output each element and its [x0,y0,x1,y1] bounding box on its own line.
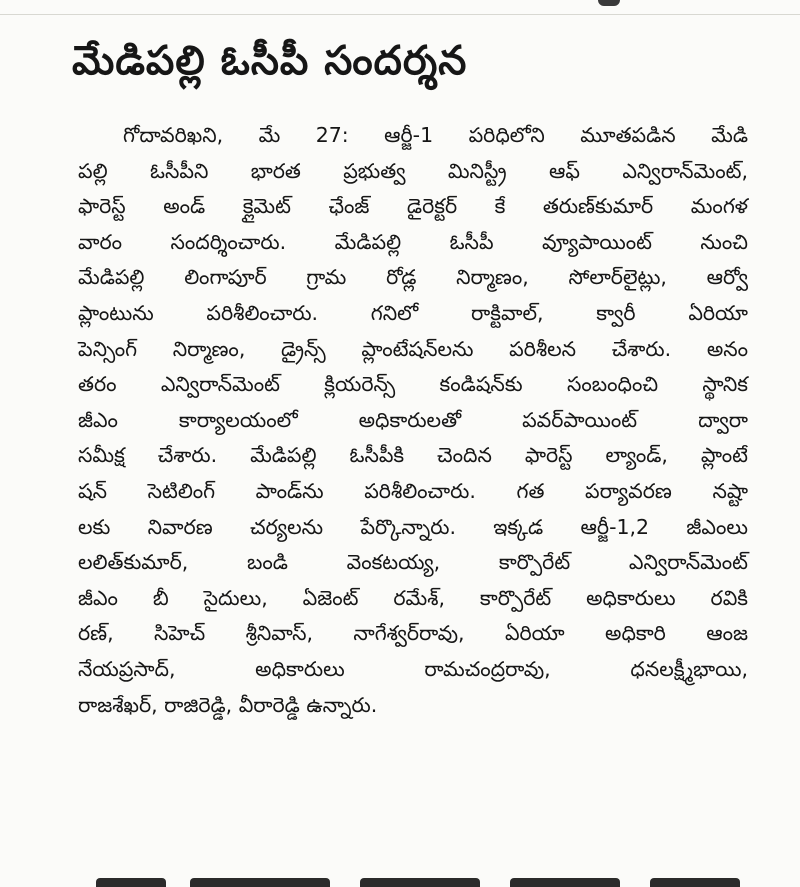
article-line: తరం ఎన్విరాన్‌మెంట్ క్లియరెన్స్ కండిషన్‌కు సంబంధించి స్థానిక [78,372,748,397]
article-line: ఫారెస్ట్ అండ్ క్లైమెట్ ఛేంజ్ డైరెక్టర్ కే తరుణ్‌కుమార్ మంగళ [78,194,748,219]
article-line: జీఎం బీ సైదులు, ఏజెంట్ రమేశ్, కార్పొరేట్ అధికారులు రవికి [78,585,748,610]
article-line: లకు నివారణ చర్యలను పేర్కొన్నారు. ఇక్కడ ఆర్జీ-1,2 జీఎంలు [78,514,748,539]
article-line: పల్లి ఓసీపీని భారత ప్రభుత్వ మినిస్ట్రీ ఆఫ్ ఎన్విరాన్‌మెంట్, [78,158,748,183]
clipped-glyphs [96,878,166,887]
article-line: ప్లాంటును పరిశీలించారు. గనిలో రాక్టివాల్, క్వారీ ఏరియా [78,300,748,325]
article-line: నేయప్రసాద్, అధికారులు రామచంద్రరావు, ధనలక్ష్మీభాయి, [78,656,748,681]
article-line: పెన్సింగ్ నిర్మాణం, డ్రైన్స్ ప్లాంటేషన్‌లను పరిశీలన చేశారు. అనం [78,336,748,361]
article-line: మేడిపల్లి లింగాపూర్ గ్రామ రోడ్ల నిర్మాణం, సోలార్‌లైట్లు, ఆర్వో [78,265,748,290]
clipped-glyphs [650,878,740,887]
article-line: షన్ సెటిలింగ్ పాండ్‌ను పరిశీలించారు. గత పర్యావరణ నష్టా [78,478,748,503]
article-line: లలిత్‌కుమార్, బండి వెంకటయ్య, కార్పొరేట్ ఎన్విరాన్‌మెంట్ [78,550,748,575]
article-line: జీఎం కార్యాలయంలో అధికారులతో పవర్‌పాయింట్ ద్వారా [78,407,748,432]
clipped-next-line [0,872,800,887]
clipped-top-mark [598,0,620,6]
clipped-glyphs [190,878,330,887]
top-edge [0,0,800,15]
clipped-glyphs [510,878,620,887]
article-line: గోదావరిఖని, మే 27: ఆర్జీ-1 పరిధిలోని మూతపడిన మేడి [123,123,748,147]
clipped-glyphs [360,878,480,887]
article-body [78,118,748,723]
article-line: రాజశేఖర్, రాజిరెడ్డి, వీరారెడ్డి ఉన్నారు. [78,692,378,717]
article-line: సమీక్ష చేశారు. మేడిపల్లి ఓసీపీకి చెందిన ఫారెస్ట్ ల్యాండ్, ప్లాంటే [78,443,748,468]
article-line: వారం సందర్శించారు. మేడిపల్లి ఓసీపీ వ్యూపాయింట్ నుంచి [78,229,748,254]
headline: మేడిపల్లి ఓసీపీ సందర్శన [72,38,468,84]
article-line: రణ్, సిహెచ్ శ్రీనివాస్, నాగేశ్వర్‌రావు, ఏరియా అధికారి ఆంజ [78,621,748,646]
